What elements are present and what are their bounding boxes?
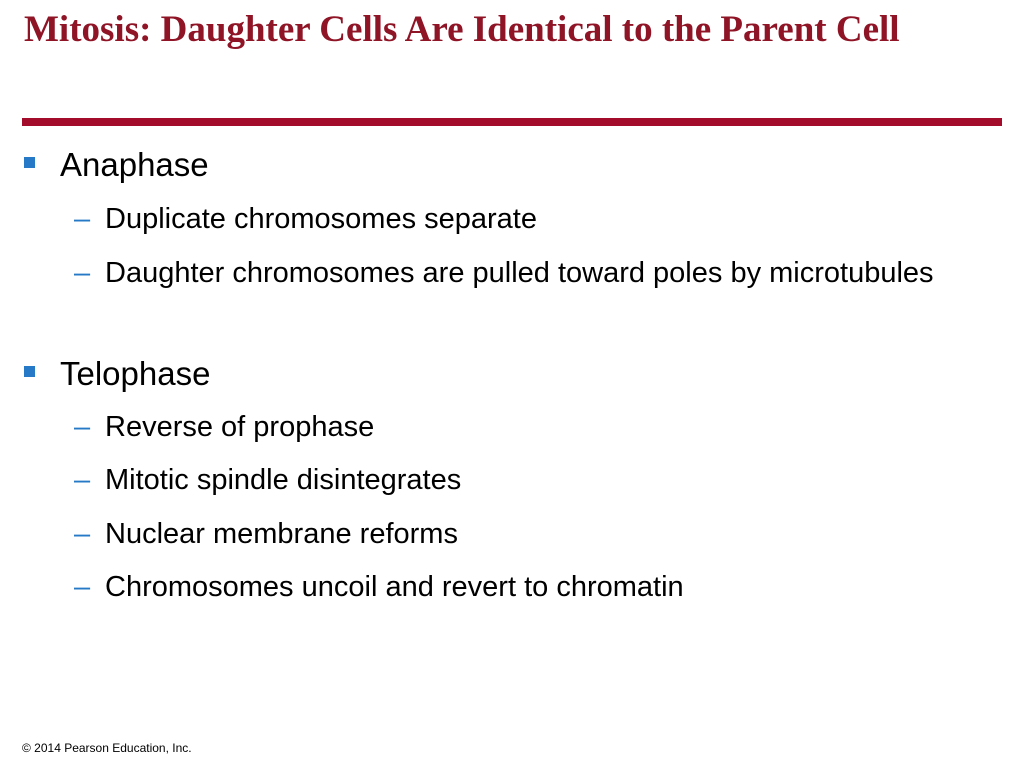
- sub-bullet-text: Daughter chromosomes are pulled toward poles by microtubules: [105, 257, 934, 289]
- copyright-footer: © 2014 Pearson Education, Inc.: [22, 741, 192, 755]
- sub-bullet: [74, 513, 974, 556]
- bullet-telophase: [60, 355, 210, 393]
- dash-bullet-icon: –: [74, 203, 91, 235]
- square-bullet-icon: [24, 366, 35, 377]
- sub-bullet-text: Reverse of prophase: [105, 411, 375, 443]
- sub-bullet-text: Duplicate chromosomes separate: [105, 203, 537, 235]
- bullet-heading: Anaphase: [60, 146, 209, 183]
- sub-bullet-text: Mitotic spindle disintegrates: [105, 464, 462, 496]
- sub-bullet: [74, 198, 974, 241]
- sub-bullet: [74, 566, 974, 609]
- dash-bullet-icon: –: [74, 257, 91, 289]
- sub-bullet: [74, 252, 974, 295]
- bullet-heading: Telophase: [60, 355, 211, 392]
- dash-bullet-icon: –: [74, 464, 91, 496]
- dash-bullet-icon: –: [74, 518, 91, 550]
- sub-bullet-text: Chromosomes uncoil and revert to chromatin: [105, 571, 684, 603]
- dash-bullet-icon: –: [74, 411, 91, 443]
- title-divider: [22, 118, 1002, 126]
- square-bullet-icon: [24, 157, 35, 168]
- sub-bullet: [74, 459, 974, 502]
- sub-bullet: [74, 406, 974, 449]
- slide-title: Mitosis: Daughter Cells Are Identical to the Parent Cell: [24, 9, 900, 50]
- sub-bullet-text: Nuclear membrane reforms: [105, 518, 458, 550]
- dash-bullet-icon: –: [74, 571, 91, 603]
- bullet-anaphase: [60, 146, 209, 184]
